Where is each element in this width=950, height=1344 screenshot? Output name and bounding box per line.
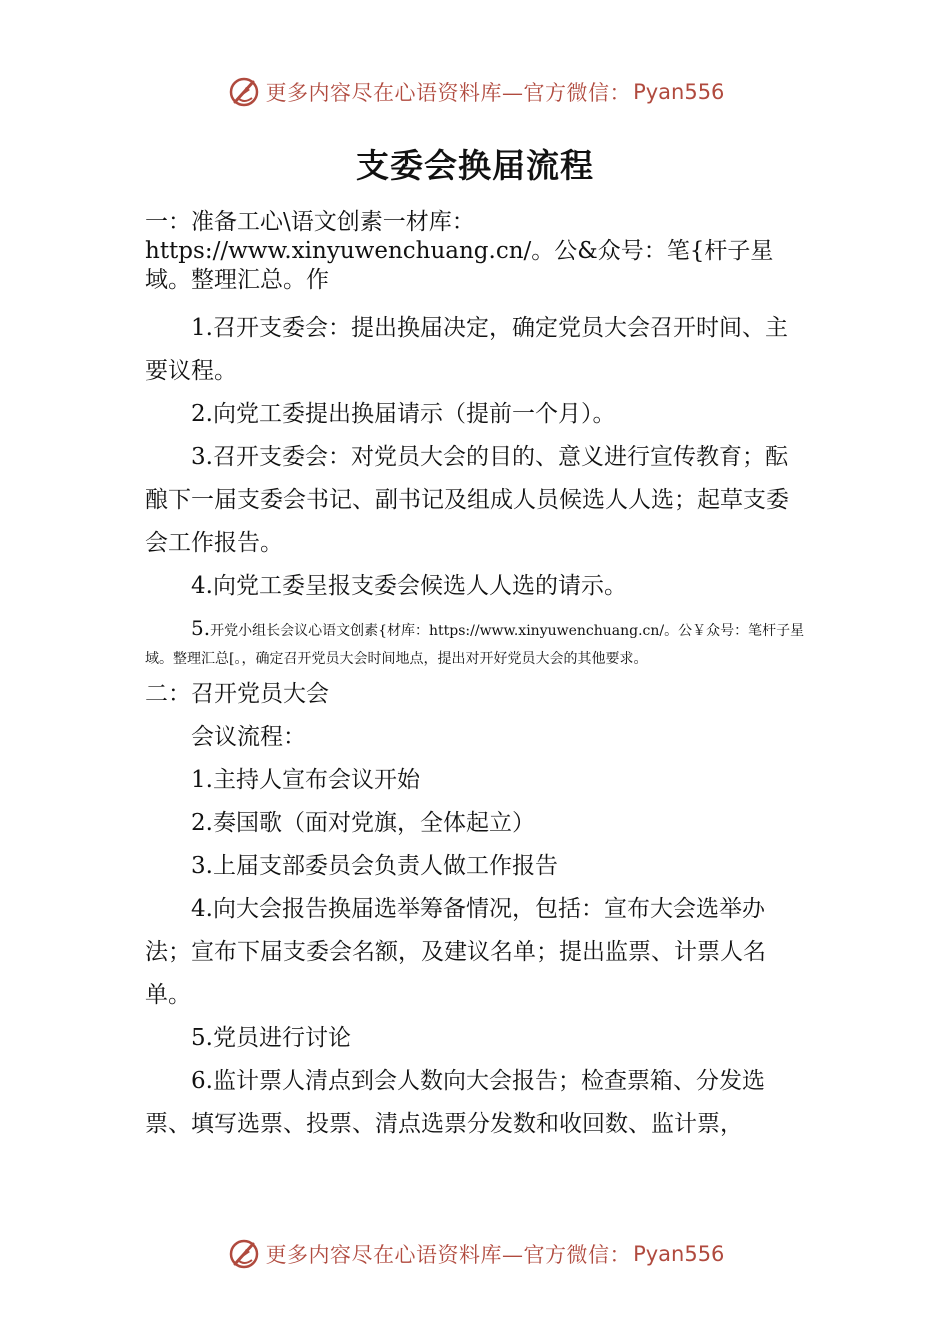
banner-text: 更多内容尽在心语资料库—官方微信：: [265, 81, 632, 105]
footer-banner: [0, 1234, 950, 1274]
page-title: 支委会换届流程: [356, 146, 594, 185]
section2-item-1: 1.主持人宣布会议开始: [191, 767, 420, 793]
section1-item-5: [145, 614, 810, 673]
section1-item-1: 1.召开支委会：提出换届决定，确定党员大会召开时间、主要议程。: [145, 315, 788, 384]
banner-handle: Pyan556: [633, 1242, 725, 1266]
section1-item-3: 3.召开支委会：对党员大会的目的、意义进行宣传教育；酝酿下一届支委会书记、副书记及组成人员候选人人选；起草支委会工作报告。: [145, 444, 789, 556]
quill-pen-logo-icon: [226, 1236, 262, 1272]
section1-item-5-number: 5.: [191, 616, 211, 640]
section2-item-2: 2.奏国歌（面对党旗，全体起立）: [191, 810, 535, 836]
document-body: [145, 208, 810, 1146]
section1-heading: 一：准备工心\语文创素一材库：https://www.xinyuwenchuang.cn/。公&众号：笔{杆子星域。整理汇总。作: [145, 209, 774, 293]
section1-item-5-text: 开党小组长会议心语文创素{材库：https://www.xinyuwenchuang.cn/。公￥众号：笔杆子星域。整理汇总[。，确定召开党员大会时间地点，提出对开好党员大会的其他要求。: [145, 623, 805, 667]
section2-item-4: 4.向大会报告换届选举筹备情况，包括：宣布大会选举办法；宣布下届支委会名额，及建议名单；提出监票、计票人名单。: [145, 896, 766, 1008]
section2-item-5: 5.党员进行讨论: [191, 1025, 351, 1051]
header-banner: [0, 72, 950, 112]
section2-item-3: 3.上届支部委员会负责人做工作报告: [191, 853, 558, 879]
banner-handle: Pyan556: [633, 80, 725, 104]
section2-heading: 二：召开党员大会: [145, 681, 329, 707]
section1-item-2: 2.向党工委提出换届请示（提前一个月）。: [191, 401, 616, 427]
section1-item-4: 4.向党工委呈报支委会候选人人选的请示。: [191, 573, 627, 599]
banner-text: 更多内容尽在心语资料库—官方微信：: [265, 1243, 632, 1267]
quill-pen-logo-icon: [226, 74, 262, 110]
section2-subheading: 会议流程：: [191, 724, 306, 750]
section2-item-6: 6.监计票人清点到会人数向大会报告；检查票箱、分发选票、填写选票、投票、清点选票分发数和收回数、监计票，: [145, 1068, 765, 1137]
